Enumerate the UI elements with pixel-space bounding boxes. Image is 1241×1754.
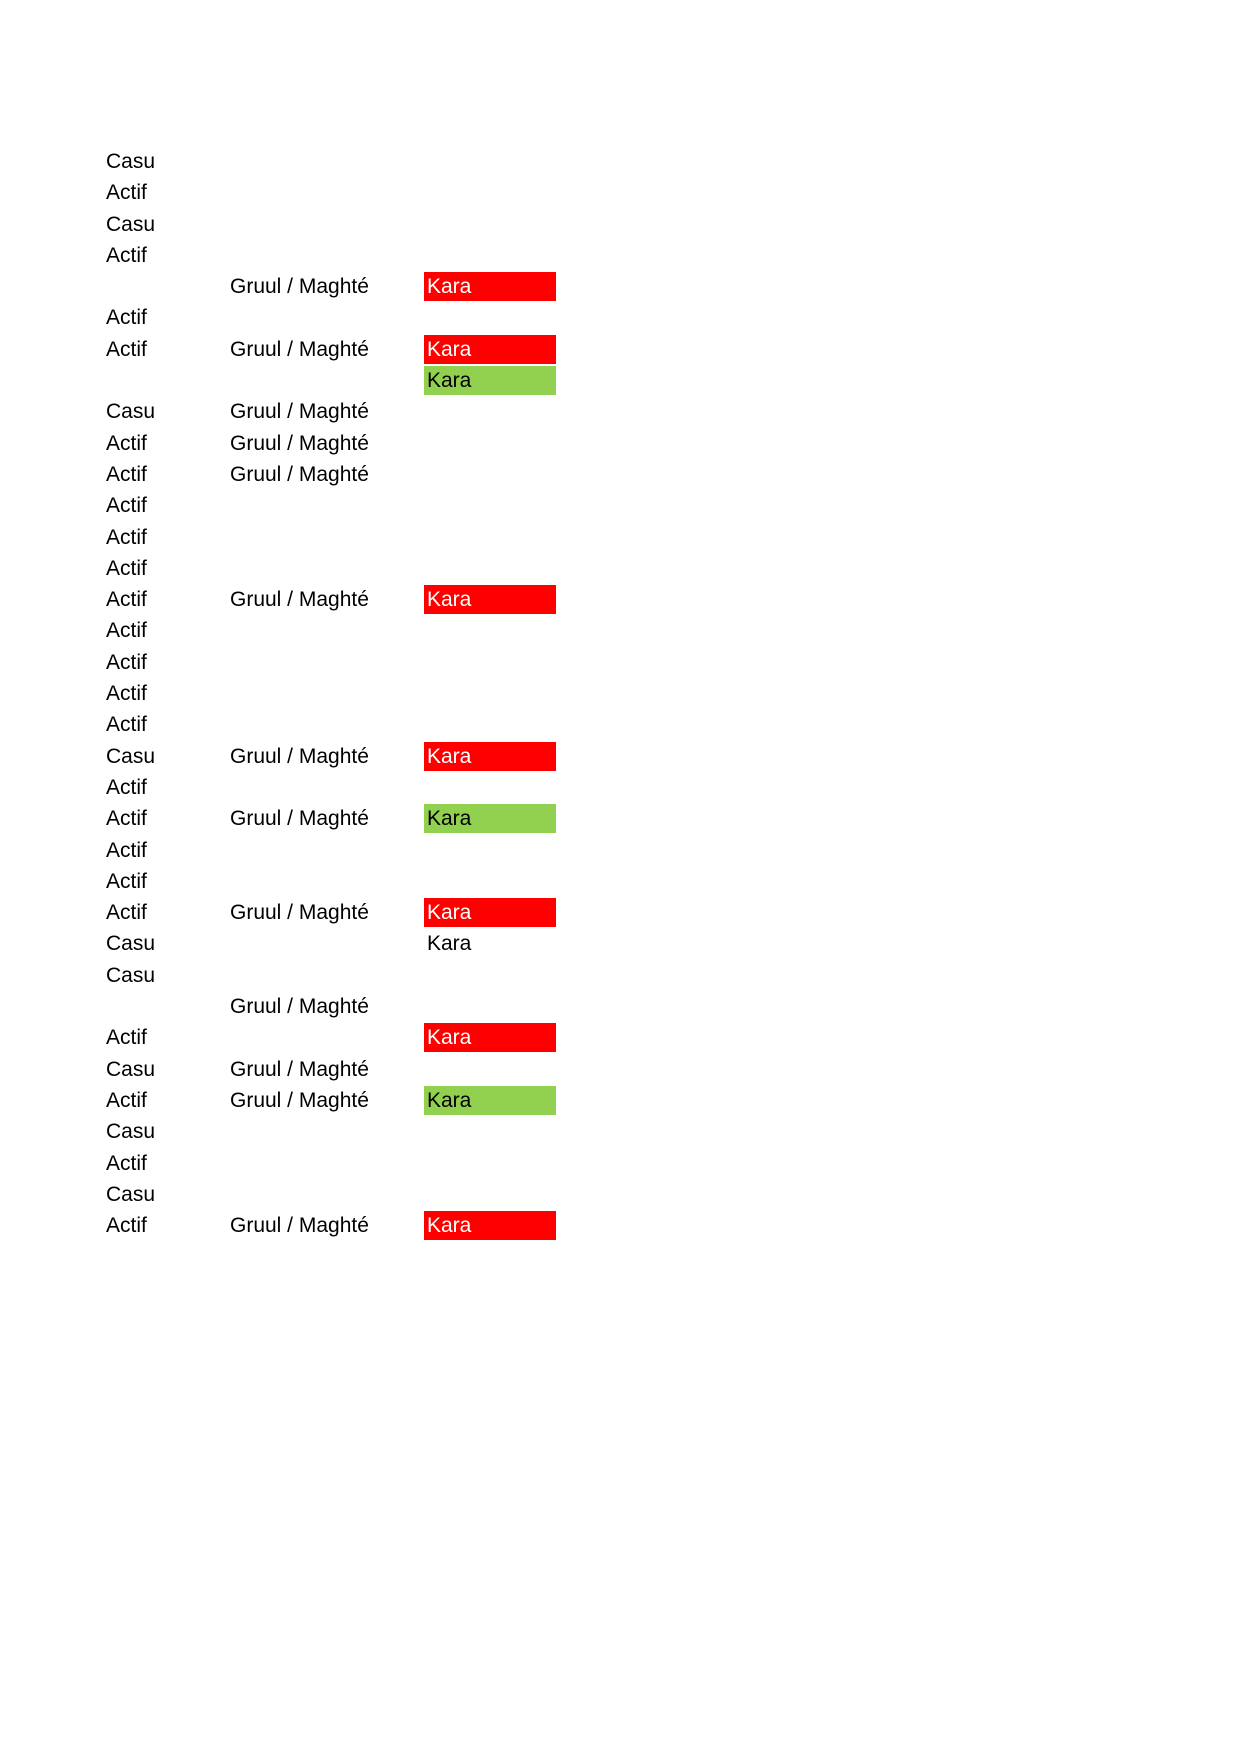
kara-cell: Kara [424,898,556,927]
raid-cell: Gruul / Maghté [230,431,369,455]
kara-cell: Kara [424,335,556,364]
table-row [0,835,1241,866]
status-cell: Actif [106,556,147,580]
raid-cell [230,146,420,177]
status-cell: Casu [106,400,156,424]
status-cell [106,271,226,302]
raid-cell [230,177,420,208]
raid-cell [230,209,420,240]
table-row [0,365,1241,396]
table-row [0,1054,1241,1085]
table-row [0,1148,1241,1179]
kara-cell: Kara [424,804,556,833]
kara-cell: Kara [427,932,472,956]
status-cell: Actif [106,1088,147,1112]
table-row [0,709,1241,740]
table-row [0,240,1241,271]
table-row [0,647,1241,678]
raid-cell [230,709,420,740]
raid-cell [230,1148,420,1179]
table-row [0,522,1241,553]
status-cell: Actif [106,494,147,518]
table-row [0,1022,1241,1053]
table-row [0,302,1241,333]
status-cell: Actif [106,619,147,643]
status-cell: Casu [106,1120,156,1144]
status-cell: Actif [106,682,147,706]
status-cell: Actif [106,588,147,612]
raid-cell [230,928,420,959]
table-row [0,1116,1241,1147]
table-row [0,428,1241,459]
status-cell: Actif [106,1026,147,1050]
table-row [0,396,1241,427]
kara-cell: Kara [424,366,556,395]
status-cell: Casu [106,963,156,987]
raid-cell [230,615,420,646]
raid-cell: Gruul / Maghté [230,901,369,925]
raid-cell [230,365,420,396]
kara-cell: Kara [424,1086,556,1115]
raid-cell [230,240,420,271]
table-row [0,490,1241,521]
raid-cell [230,647,420,678]
table-row [0,866,1241,897]
table-row [0,146,1241,177]
table-row [0,615,1241,646]
table-row [0,678,1241,709]
table-row [0,459,1241,490]
raid-cell [230,553,420,584]
status-cell: Actif [106,650,147,674]
status-cell: Actif [106,462,147,486]
status-cell [106,991,226,1022]
raid-cell [230,522,420,553]
status-cell: Actif [106,869,147,893]
raid-cell: Gruul / Maghté [230,588,369,612]
raid-cell [230,1116,420,1147]
kara-cell: Kara [424,742,556,771]
raid-cell: Gruul / Maghté [230,1088,369,1112]
status-cell: Actif [106,775,147,799]
table-row [0,1179,1241,1210]
table-row [0,334,1241,365]
table-row [0,960,1241,991]
table-row [0,803,1241,834]
status-cell: Casu [106,150,156,173]
status-cell: Actif [106,807,147,831]
raid-cell: Gruul / Maghté [230,337,369,361]
kara-cell: Kara [424,585,556,614]
status-cell: Actif [106,901,147,925]
raid-cell: Gruul / Maghté [230,275,369,299]
status-cell: Actif [106,431,147,455]
raid-cell: Gruul / Maghté [230,744,369,768]
status-cell: Actif [106,1151,147,1175]
raid-cell [230,835,420,866]
status-cell: Actif [106,1214,147,1238]
kara-cell: Kara [424,1023,556,1052]
status-cell: Casu [106,1182,156,1206]
raid-cell: Gruul / Maghté [230,807,369,831]
status-cell: Actif [106,525,147,549]
status-cell: Casu [106,1057,156,1081]
status-cell: Actif [106,181,147,205]
status-cell: Actif [106,713,147,737]
raid-cell [230,302,420,333]
table-row [0,271,1241,302]
raid-cell [230,1179,420,1210]
raid-cell: Gruul / Maghté [230,462,369,486]
table-row [0,772,1241,803]
raid-cell [230,490,420,521]
raid-cell [230,772,420,803]
table-row [0,1210,1241,1241]
table-row [0,741,1241,772]
status-cell: Casu [106,212,156,236]
raid-cell [230,1022,420,1053]
raid-cell: Gruul / Maghté [230,1057,369,1081]
raid-cell: Gruul / Maghté [230,400,369,424]
raid-cell [230,678,420,709]
table-row [0,991,1241,1022]
table-row [0,177,1241,208]
status-cell: Actif [106,306,147,330]
table-row [0,928,1241,959]
kara-cell: Kara [424,272,556,301]
raid-cell: Gruul / Maghté [230,995,369,1019]
table-row [0,1085,1241,1116]
sheet-rows [0,146,1241,1241]
status-cell: Actif [106,337,147,361]
status-cell: Casu [106,932,156,956]
status-cell: Actif [106,838,147,862]
table-row [0,553,1241,584]
table-row [0,209,1241,240]
status-cell [106,365,226,396]
status-cell: Actif [106,243,147,267]
raid-cell: Gruul / Maghté [230,1214,369,1238]
raid-cell [230,866,420,897]
table-row [0,897,1241,928]
raid-cell [230,960,420,991]
kara-cell: Kara [424,1211,556,1240]
status-cell: Casu [106,744,156,768]
table-row [0,584,1241,615]
